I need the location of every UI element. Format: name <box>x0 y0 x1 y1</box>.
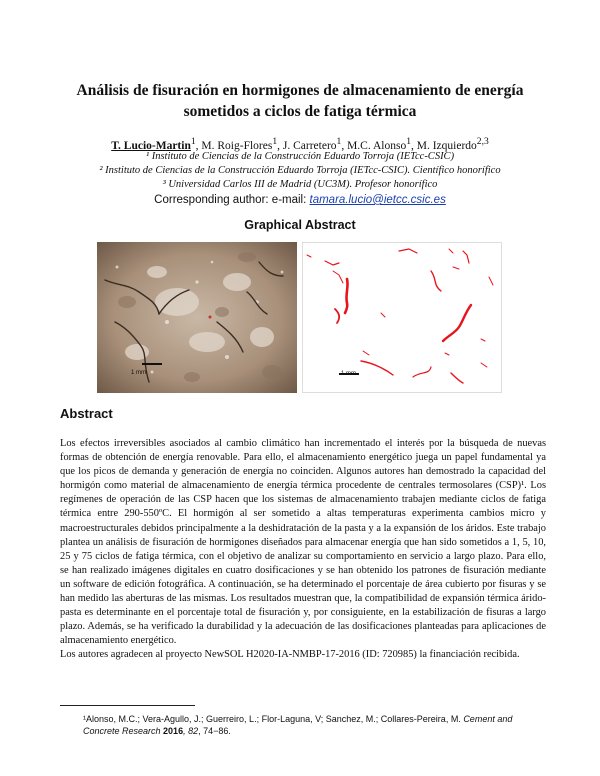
footnote <box>83 713 523 737</box>
abstract-body <box>60 437 546 663</box>
scale-bar-label: 1 mm <box>131 370 146 376</box>
footnote-authors: ¹Alonso, M.C.; Vera-Agullo, J.; Guerreiro, L.; Flor-Laguna, V; Sanchez, M.; Collares-Pereira, M. <box>83 714 464 724</box>
affiliation-1: ¹ Instituto de Ciencias de la Construcción Eduardo Torroja (IETcc-CSIC) <box>145 151 455 162</box>
abstract-heading: Abstract <box>60 406 113 421</box>
footnote-volume: , 82 <box>183 726 199 736</box>
acknowledgement-paragraph: Los autores agradecen al proyecto NewSOL H2020-IA-NMBP-17-2016 (ID: 720985) la financiación recibida. <box>60 649 520 661</box>
graphical-abstract-heading: Graphical Abstract <box>244 218 356 232</box>
author-name: , M.C. Alonso <box>341 139 407 152</box>
author-name: , M. Roig-Flores <box>195 139 273 152</box>
author-sup: 2,3 <box>476 136 489 147</box>
abstract-paragraph: Los efectos irreversibles asociados al cambio climático han incrementado el interés por la búsqueda de nuevas formas de obtención de energía renovable. Para ello, el almacenamiento energético juega un papel fundamental ya que los picos de demanda y generación de energía no coinciden. Algunos autores han demostrado la capacidad del hormigón como material de almacenamiento de energía térmica procedente de centrales termosolares (CSP)¹. Los regímenes de operación de las CSP hacen que los sistemas de almacenamiento trabajen mediante ciclos de fatiga térmica entre 290-550ºC. El hormigón al ser sometido a altas temperaturas experimenta cambios micro y macroestructurales debidos principalmente a la deshidratación de la pasta y a la expansión de los áridos. Este trabajo plantea un análisis de fisuración de hormigones diseñados para almacenar energía que han sido sometidos a 1, 5, 10, 25 y 75 ciclos de fatiga térmica, con el objetivo de analizar su comportamiento en servicio a largo plazo. Para ello, se han realizado imágenes digitales en cuatro dosificaciones y se han obtenido los patrones de fisuración mediante un software de edición fotográfica. A continuación, se ha determinado el porcentaje de área cubierto por fisuras y se han medido las aberturas de las mismas. Los resultados muestran que, la compatibilidad de expansión térmica árido-pasta es determinante en el porcentaje total de fisuración y, por consiguiente, en la estabilización de fisuras a largo plazo. Además, se ha verificado la durabilidad y la adecuación de las dosificaciones planteadas para aplicaciones de almacenamiento energético. <box>60 438 546 647</box>
first-author[interactable]: T. Lucio-Martin <box>111 139 191 152</box>
footnote-rule <box>60 705 195 706</box>
corresponding-author <box>40 194 560 206</box>
author-sup: 1 <box>190 136 196 147</box>
author-sup: 1 <box>336 136 342 147</box>
affiliation-3: ³ Universidad Carlos III de Madrid (UC3M). Profesor honorífico <box>162 179 438 190</box>
crack-pattern-image <box>302 242 502 393</box>
author-name: , M. Izquierdo <box>411 139 477 152</box>
email-link[interactable]: tamara.lucio@ietcc.csic.es <box>309 194 446 206</box>
footnote-journal: Cement and Concrete Research <box>83 714 513 736</box>
footnote-year: 2016 <box>160 726 184 736</box>
author-name: , J. Carretero <box>277 139 337 152</box>
concrete-photo <box>97 242 297 393</box>
corresponding-label: Corresponding author: e-mail: <box>154 194 310 206</box>
affiliation-2: ² Instituto de Ciencias de la Construcción Eduardo Torroja (IETcc-CSIC). Científico honorífico <box>99 165 501 176</box>
author-sup: 1 <box>406 136 411 147</box>
paper-title: Análisis de fisuración en hormigones de almacenamiento de energía sometidos a ciclos de fatiga térmica <box>76 82 524 120</box>
author-sup: 1 <box>272 136 278 147</box>
scale-bar-label: 1 mm <box>341 371 356 377</box>
footnote-pages: , 74−86. <box>198 726 231 736</box>
